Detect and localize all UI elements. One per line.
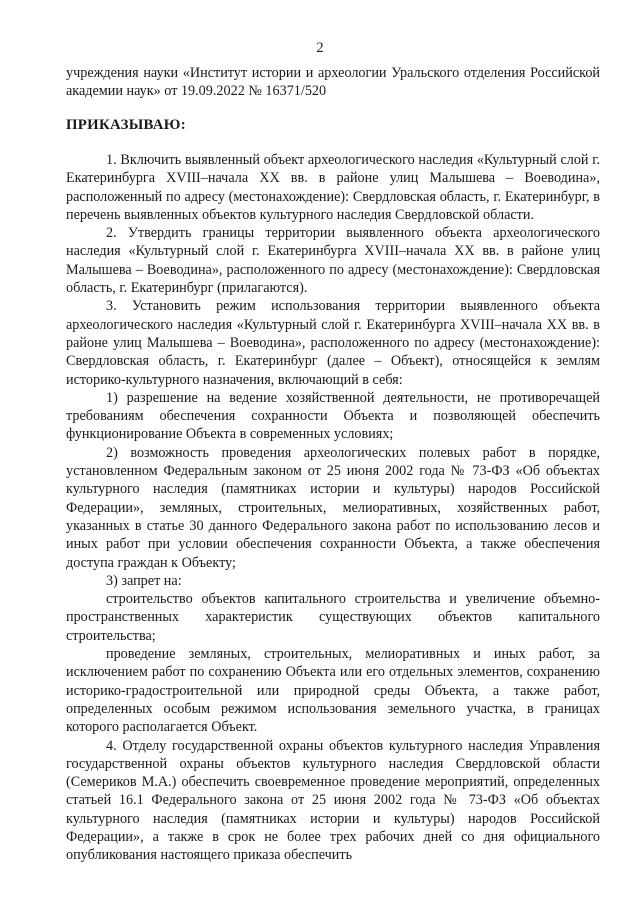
page-number: 2 xyxy=(316,40,324,56)
paragraph-item-3: 3. Установить режим использования территории выявленного объекта археологического наследия «Культурный слой г. Екатеринбурга XVIII–начала XX вв. в районе улиц Малышева – Воеводина», расположенного по адресу (местонахождение): Свердловская область, г. Екатеринбург (далее – Объект), относящейся к землям историко-культурного назначения, включающий в себя: xyxy=(66,298,600,388)
paragraph-item-2: 2. Утвердить границы территории выявленного объекта археологического наследия «Культурный слой г. Екатеринбурга XVIII–начала XX вв. в районе улиц Малышева – Воеводина», расположенного по адресу (местонахождение): Свердловская область, г. Екатеринбург (прилагаются). xyxy=(66,225,600,297)
order-heading: ПРИКАЗЫВАЮ: xyxy=(66,117,186,133)
paragraph-subitem-2: 2) возможность проведения археологических полевых работ в порядке, установленном Федеральным законом от 25 июня 2002 года № 73-ФЗ «Об объектах культурного наследия (памятниках истории и культуры) народов Российской Федерации», земляных, строительных, мелиоративных, хозяйственных работ, указанных в статье 30 данного Федерального закона работ по использованию лесов и иных работ при условии обеспечения сохранности Объекта, а также обеспечения доступа граждан к Объекту; xyxy=(66,444,600,571)
intro-block xyxy=(66,64,600,101)
paragraph-item-4: 4. Отделу государственной охраны объектов культурного наследия Управления государственной охраны объектов культурного наследия Свердловской области (Семериков М.А.) обеспечить своевременное проведение мероприятий, определенных статьей 16.1 Федерального закона от 25 июня 2002 года № 73-ФЗ «Об объектах культурного наследия (памятниках истории и культуры) народов Российской Федерации», а также в срок не более трех рабочих дней со дня официального опубликования настоящего приказа обеспечить xyxy=(66,737,600,864)
paragraph-subitem-3: 3) запрет на: xyxy=(106,572,182,589)
order-body xyxy=(66,151,600,865)
paragraph-subitem-1: 1) разрешение на ведение хозяйственной деятельности, не противоречащей требованиям обеспечения сохранности Объекта и позволяющей обеспечить функционирование Объекта в современных условиях; xyxy=(66,389,600,443)
prohibition-works: проведение земляных, строительных, мелиоративных и иных работ, за исключением работ по сохранению Объекта или его отдельных элементов, сохранению историко-градостроительной или природной среды Объекта, а также работ, определенных особым режимом использования земельного участка, в границах которого располагается Объект. xyxy=(66,646,600,736)
intro-paragraph: учреждения науки «Институт истории и археологии Уральского отделения Российской академии наук» от 19.09.2022 № 16371/520 xyxy=(66,65,600,100)
prohibition-construction: строительство объектов капитального строительства и увеличение объемно-пространственных характеристик существующих объектов капитального строительства; xyxy=(66,591,600,644)
paragraph-item-1: 1. Включить выявленный объект археологического наследия «Культурный слой г. Екатеринбурга XVIII–начала XX вв. в районе улиц Малышева – Воеводина», расположенный по адресу (местонахождение): Свердловская область, г. Екатеринбург, в перечень выявленных объектов культурного наследия Свердловской области. xyxy=(66,152,600,223)
